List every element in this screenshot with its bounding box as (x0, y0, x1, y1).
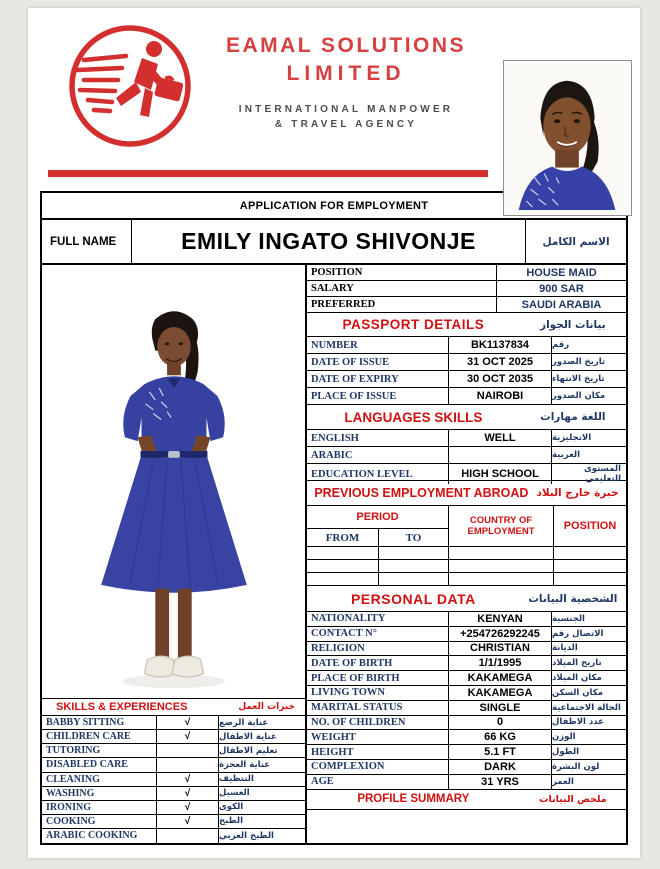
field-label-arabic: الديانة (552, 643, 578, 654)
personal-data-title: PERSONAL DATA (350, 590, 476, 607)
field-value: 31 OCT 2025 (449, 354, 552, 370)
column-position: POSITION (563, 520, 617, 532)
personal-row-religion (307, 642, 626, 657)
company-name-line2: LIMITED (286, 62, 406, 86)
job-value: 900 SAR (539, 282, 584, 295)
field-label-arabic: عدد الاطفال (552, 717, 604, 728)
full-name-label: FULL NAME (42, 220, 132, 263)
cell-position (554, 560, 626, 572)
check-mark: √ (157, 815, 219, 828)
field-label-arabic: تاريخ الميلاد (552, 658, 602, 669)
skill-label-arabic: عناية الرضع (219, 717, 269, 728)
field-label-arabic: الجنسية (552, 613, 585, 624)
skills-section-header (42, 698, 305, 716)
check-mark: √ (157, 773, 219, 786)
profile-summary-title-arabic: ملخص البيانات (538, 793, 607, 805)
personal-row-children (307, 716, 626, 731)
application-form-page (28, 8, 640, 858)
field-label: ARABIC (307, 447, 449, 463)
languages-title: LANGUAGES SKILLS (344, 409, 483, 425)
profile-summary-box (307, 810, 626, 843)
skills-title: SKILLS & EXPERIENCES (56, 701, 188, 714)
personal-row-marital-status (307, 701, 626, 716)
headshot-illustration (504, 61, 631, 210)
job-label: PREFERRED (307, 297, 497, 312)
field-value: HIGH SCHOOL (449, 464, 552, 484)
field-label-arabic: الانجليزية (552, 433, 592, 443)
field-label: AGE (307, 775, 449, 789)
field-label-arabic: الوزن (552, 732, 576, 743)
running-person-briefcase-icon (60, 20, 202, 160)
field-label: DATE OF EXPIRY (307, 371, 449, 387)
field-label: ENGLISH (307, 430, 449, 446)
field-label: WEIGHT (307, 730, 449, 744)
skill-label: ARABIC COOKING (42, 829, 157, 843)
language-row-arabic (307, 447, 626, 464)
field-label-arabic: الطول (552, 747, 580, 758)
personal-row-contact (307, 627, 626, 642)
skill-row-tutoring (42, 744, 305, 758)
skill-label: CLEANING (42, 773, 157, 786)
company-tagline-line1: INTERNATIONAL MANPOWER (238, 103, 454, 115)
field-label: CONTACT N° (307, 627, 449, 641)
skill-label: DISABLED CARE (42, 758, 157, 771)
passport-row-date-of-issue (307, 354, 626, 371)
profile-summary-section-header (307, 790, 626, 810)
field-value: NAIROBI (449, 388, 552, 404)
candidate-headshot-photo (503, 60, 632, 216)
field-label-arabic: تاريخ الانتهاء (552, 374, 605, 384)
job-row-position (307, 265, 626, 281)
employment-row-empty (307, 547, 626, 560)
passport-title-arabic: بيانات الجواز (540, 318, 606, 331)
field-label: NUMBER (307, 337, 449, 353)
skill-label: TUTORING (42, 744, 157, 757)
field-value: WELL (449, 430, 552, 446)
cell-country (449, 560, 554, 572)
previous-employment-title: PREVIOUS EMPLOYMENT ABROAD (314, 486, 529, 500)
skills-title-arabic: خبرات العمل (238, 702, 295, 713)
full-name-row (42, 220, 626, 265)
candidate-full-body-photo (42, 265, 305, 698)
employment-row-empty (307, 560, 626, 573)
field-value: 1/1/1995 (449, 656, 552, 670)
field-label-arabic: الاتصال رقم (552, 628, 604, 639)
personal-row-place-of-birth (307, 671, 626, 686)
personal-row-nationality (307, 612, 626, 627)
field-value (449, 447, 552, 463)
passport-row-number (307, 337, 626, 354)
field-label-arabic: تاريخ الصدور (552, 357, 606, 367)
check-mark (157, 829, 219, 843)
passport-title: PASSPORT DETAILS (342, 317, 485, 332)
field-label: RELIGION (307, 642, 449, 656)
company-name-block (196, 32, 496, 133)
skill-label-arabic: تعليم الاطفال (219, 745, 278, 756)
check-mark: √ (157, 716, 219, 729)
job-value: SAUDI ARABIA (521, 298, 602, 311)
employment-row-empty (307, 573, 626, 586)
field-label: NATIONALITY (307, 612, 449, 626)
field-value: 30 OCT 2035 (449, 371, 552, 387)
form-title-banner: APPLICATION FOR EMPLOYMENT (42, 193, 626, 220)
previous-employment-title-arabic: خبرة خارج البلاد (536, 487, 619, 499)
employment-table-header (307, 506, 626, 547)
field-value: 31 YRS (449, 775, 552, 789)
column-period: PERIOD (307, 506, 449, 529)
full-name-value: EMILY INGATO SHIVONJE (132, 220, 526, 263)
skill-label-arabic: الغسيل (219, 788, 250, 799)
field-value: KAKAMEGA (449, 671, 552, 685)
job-row-preferred (307, 297, 626, 313)
personal-row-complexion (307, 760, 626, 775)
company-logo (60, 20, 202, 160)
check-mark: √ (157, 787, 219, 800)
passport-row-place-of-issue (307, 388, 626, 405)
header-divider-bar (48, 170, 488, 177)
skill-row-arabic-cooking (42, 829, 305, 843)
field-label-arabic: الحالة الاجتماعية (552, 702, 621, 713)
field-label-arabic: المستوى التعليمي (583, 464, 621, 484)
job-row-salary (307, 281, 626, 297)
personal-row-age (307, 775, 626, 790)
field-value: KAKAMEGA (449, 686, 552, 700)
field-label: COMPLEXION (307, 760, 449, 774)
field-value: BK1137834 (449, 337, 552, 353)
field-value: +254726292245 (449, 627, 552, 641)
skill-row-children-care (42, 730, 305, 744)
skill-label: WASHING (42, 787, 157, 800)
cell-from (307, 573, 379, 585)
field-label: HEIGHT (307, 745, 449, 759)
skill-label: IRONING (42, 801, 157, 814)
company-tagline-line2: & TRAVEL AGENCY (274, 119, 418, 131)
skill-label: CHILDREN CARE (42, 730, 157, 743)
skill-row-cooking (42, 815, 305, 829)
language-row-education-level (307, 464, 626, 484)
skill-row-disabled-care (42, 758, 305, 772)
field-value: DARK (449, 760, 552, 774)
language-row-english (307, 430, 626, 447)
skill-row-babby-sitting (42, 716, 305, 730)
skill-label-arabic: التنظيف (219, 774, 254, 785)
field-value: SINGLE (449, 701, 552, 715)
field-label-arabic: رقم (552, 340, 570, 350)
cell-country (449, 573, 554, 585)
field-label: EDUCATION LEVEL (307, 464, 449, 484)
cell-country (449, 547, 554, 559)
previous-employment-section-header (307, 481, 626, 506)
cell-to (379, 573, 449, 585)
personal-data-section-header (307, 586, 626, 612)
skill-row-ironing (42, 801, 305, 815)
full-body-illustration (42, 268, 305, 698)
skill-label: BABBY SITTING (42, 716, 157, 729)
field-value: KENYAN (449, 612, 552, 626)
job-label: POSITION (307, 265, 497, 280)
skill-row-washing (42, 787, 305, 801)
field-label: DATE OF BIRTH (307, 656, 449, 670)
passport-section-header (307, 313, 626, 337)
cell-to (379, 560, 449, 572)
personal-row-date-of-birth (307, 656, 626, 671)
check-mark (157, 758, 219, 771)
field-label-arabic: العربية (552, 450, 581, 460)
field-label: PLACE OF BIRTH (307, 671, 449, 685)
left-column (42, 265, 307, 843)
skill-label-arabic: الطبخ العربي (219, 830, 274, 841)
column-from: FROM (307, 529, 379, 546)
field-label: NO. OF CHILDREN (307, 716, 449, 730)
skill-label-arabic: الطبخ (219, 816, 243, 827)
company-name-line1: EAMAL SOLUTIONS (225, 34, 467, 57)
check-mark (157, 744, 219, 757)
personal-data-title-arabic: الشخصية البيانات (528, 592, 618, 605)
field-value: 0 (449, 716, 552, 730)
field-label-arabic: العمر (552, 776, 574, 787)
job-label: SALARY (307, 281, 497, 296)
field-value: 5.1 FT (449, 745, 552, 759)
job-value: HOUSE MAID (526, 266, 597, 279)
application-table (40, 191, 628, 845)
skill-label-arabic: عناية العجزة (219, 759, 271, 770)
personal-row-living-town (307, 686, 626, 701)
cell-position (554, 573, 626, 585)
skill-label-arabic: عناية الاطفال (219, 731, 277, 742)
languages-section-header (307, 405, 626, 430)
right-column (307, 265, 626, 843)
field-label: DATE OF ISSUE (307, 354, 449, 370)
cell-position (554, 547, 626, 559)
profile-summary-title: PROFILE SUMMARY (357, 793, 470, 806)
field-label-arabic: مكان السكن (552, 687, 603, 698)
cell-from (307, 547, 379, 559)
skill-label-arabic: الكوى (219, 802, 244, 813)
skill-row-cleaning (42, 773, 305, 787)
personal-row-height (307, 745, 626, 760)
field-label: MARITAL STATUS (307, 701, 449, 715)
field-value: CHRISTIAN (449, 642, 552, 656)
personal-row-weight (307, 730, 626, 745)
check-mark: √ (157, 730, 219, 743)
field-label: PLACE OF ISSUE (307, 388, 449, 404)
column-country-of-employment: COUNTRY OF EMPLOYMENT (449, 506, 554, 546)
field-value: 66 KG (449, 730, 552, 744)
passport-row-date-of-expiry (307, 371, 626, 388)
skill-label: COOKING (42, 815, 157, 828)
field-label-arabic: مكان الميلاد (552, 673, 602, 684)
field-label-arabic: لون البشرة (552, 761, 600, 772)
check-mark: √ (157, 801, 219, 814)
cell-to (379, 547, 449, 559)
field-label-arabic: مكان الصدور (552, 391, 606, 401)
field-label: LIVING TOWN (307, 686, 449, 700)
full-name-label-arabic: الاسم الكامل (542, 235, 610, 248)
cell-from (307, 560, 379, 572)
languages-title-arabic: اللغة مهارات (540, 411, 606, 423)
column-to: TO (379, 529, 449, 546)
